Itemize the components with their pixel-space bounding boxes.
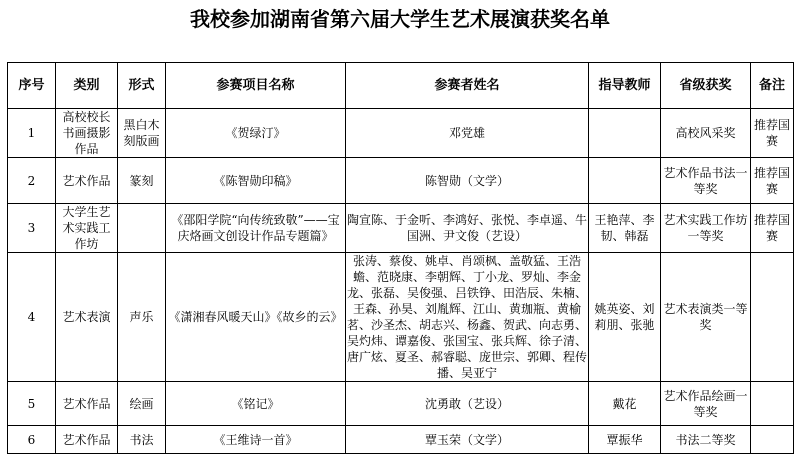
cell-no: 2: [8, 158, 56, 204]
header-participants: 参赛者姓名: [346, 63, 589, 109]
cell-no: 3: [8, 204, 56, 253]
cell-no: 5: [8, 382, 56, 426]
cell-teacher: 姚英姿、刘莉朋、张驰: [589, 253, 661, 382]
cell-award: 书法二等奖: [661, 426, 751, 454]
cell-note: 推荐国赛: [751, 158, 794, 204]
cell-award: 艺术作品书法一等奖: [661, 158, 751, 204]
cell-project: 《潇湘春风暖天山》《故乡的云》: [166, 253, 346, 382]
cell-no: 6: [8, 426, 56, 454]
cell-form: 黑白木刻版画: [118, 109, 166, 158]
cell-form: 篆刻: [118, 158, 166, 204]
header-award: 省级获奖: [661, 63, 751, 109]
cell-participants: 邓党雄: [346, 109, 589, 158]
table-row: [8, 158, 794, 204]
table-row: [8, 382, 794, 426]
cell-project: 《贺绿汀》: [166, 109, 346, 158]
page-title: 我校参加湖南省第六届大学生艺术展演获奖名单: [190, 7, 610, 31]
cell-participants: 沈勇敢（艺设）: [346, 382, 589, 426]
cell-project: 《邵阳学院“向传统致敬”——宝庆烙画文创设计作品专题篇》: [166, 204, 346, 253]
cell-note: [751, 426, 794, 454]
cell-note: 推荐国赛: [751, 204, 794, 253]
cell-participants: 陶宣陈、于金听、李鸿好、张悦、李卓遥、牛国洲、尹文俊（艺设）: [346, 204, 589, 253]
cell-project: 《王维诗一首》: [166, 426, 346, 454]
cell-form: 书法: [118, 426, 166, 454]
cell-category: 艺术作品: [56, 382, 118, 426]
cell-form: 绘画: [118, 382, 166, 426]
cell-category: 艺术作品: [56, 158, 118, 204]
cell-note: 推荐国赛: [751, 109, 794, 158]
cell-award: 艺术表演类一等奖: [661, 253, 751, 382]
cell-note: [751, 382, 794, 426]
table-row: [8, 253, 794, 382]
cell-teacher: [589, 158, 661, 204]
cell-award: 艺术作品绘画一等奖: [661, 382, 751, 426]
cell-form: [118, 204, 166, 253]
cell-category: 艺术作品: [56, 426, 118, 454]
cell-award: 高校风采奖: [661, 109, 751, 158]
header-form: 形式: [118, 63, 166, 109]
header-no: 序号: [8, 63, 56, 109]
cell-form: 声乐: [118, 253, 166, 382]
table-row: [8, 109, 794, 158]
table-header-row: [8, 63, 794, 109]
table-row: [8, 426, 794, 454]
cell-teacher: 戴花: [589, 382, 661, 426]
header-teacher: 指导教师: [589, 63, 661, 109]
header-note: 备注: [751, 63, 794, 109]
header-category: 类别: [56, 63, 118, 109]
cell-no: 4: [8, 253, 56, 382]
cell-project: 《陈智勋印稿》: [166, 158, 346, 204]
header-project: 参赛项目名称: [166, 63, 346, 109]
cell-teacher: [589, 109, 661, 158]
cell-participants: 覃玉荣（文学）: [346, 426, 589, 454]
cell-category: 高校校长书画摄影作品: [56, 109, 118, 158]
cell-teacher: 王艳萍、李韧、韩磊: [589, 204, 661, 253]
award-list-table: [7, 62, 794, 454]
cell-project: 《铭记》: [166, 382, 346, 426]
cell-participants: 张涛、蔡俊、姚卓、肖颂枫、盖敬猛、王浩蟾、范晓康、李朝辉、丁小龙、罗灿、李金龙、张磊、吴俊强、吕铁铮、田浩辰、朱楠、王森、孙昊、刘胤辉、江山、黄珈瓶、黄榆茗、沙圣杰、胡志兴、杨鑫、贺武、向志勇、吴灼炜、谭嘉俊、张国宝、张兵辉、徐子清、唐广炫、夏圣、郝睿聪、庞世宗、郭卿、程传播、吴亚宁: [347, 254, 588, 380]
cell-participants: 陈智勋（文学）: [346, 158, 589, 204]
cell-note: [751, 253, 794, 382]
cell-no: 1: [8, 109, 56, 158]
cell-category: 大学生艺术实践工作坊: [56, 204, 118, 253]
cell-award: 艺术实践工作坊一等奖: [661, 204, 751, 253]
cell-category: 艺术表演: [56, 253, 118, 382]
table-row: [8, 204, 794, 253]
cell-teacher: 覃振华: [589, 426, 661, 454]
